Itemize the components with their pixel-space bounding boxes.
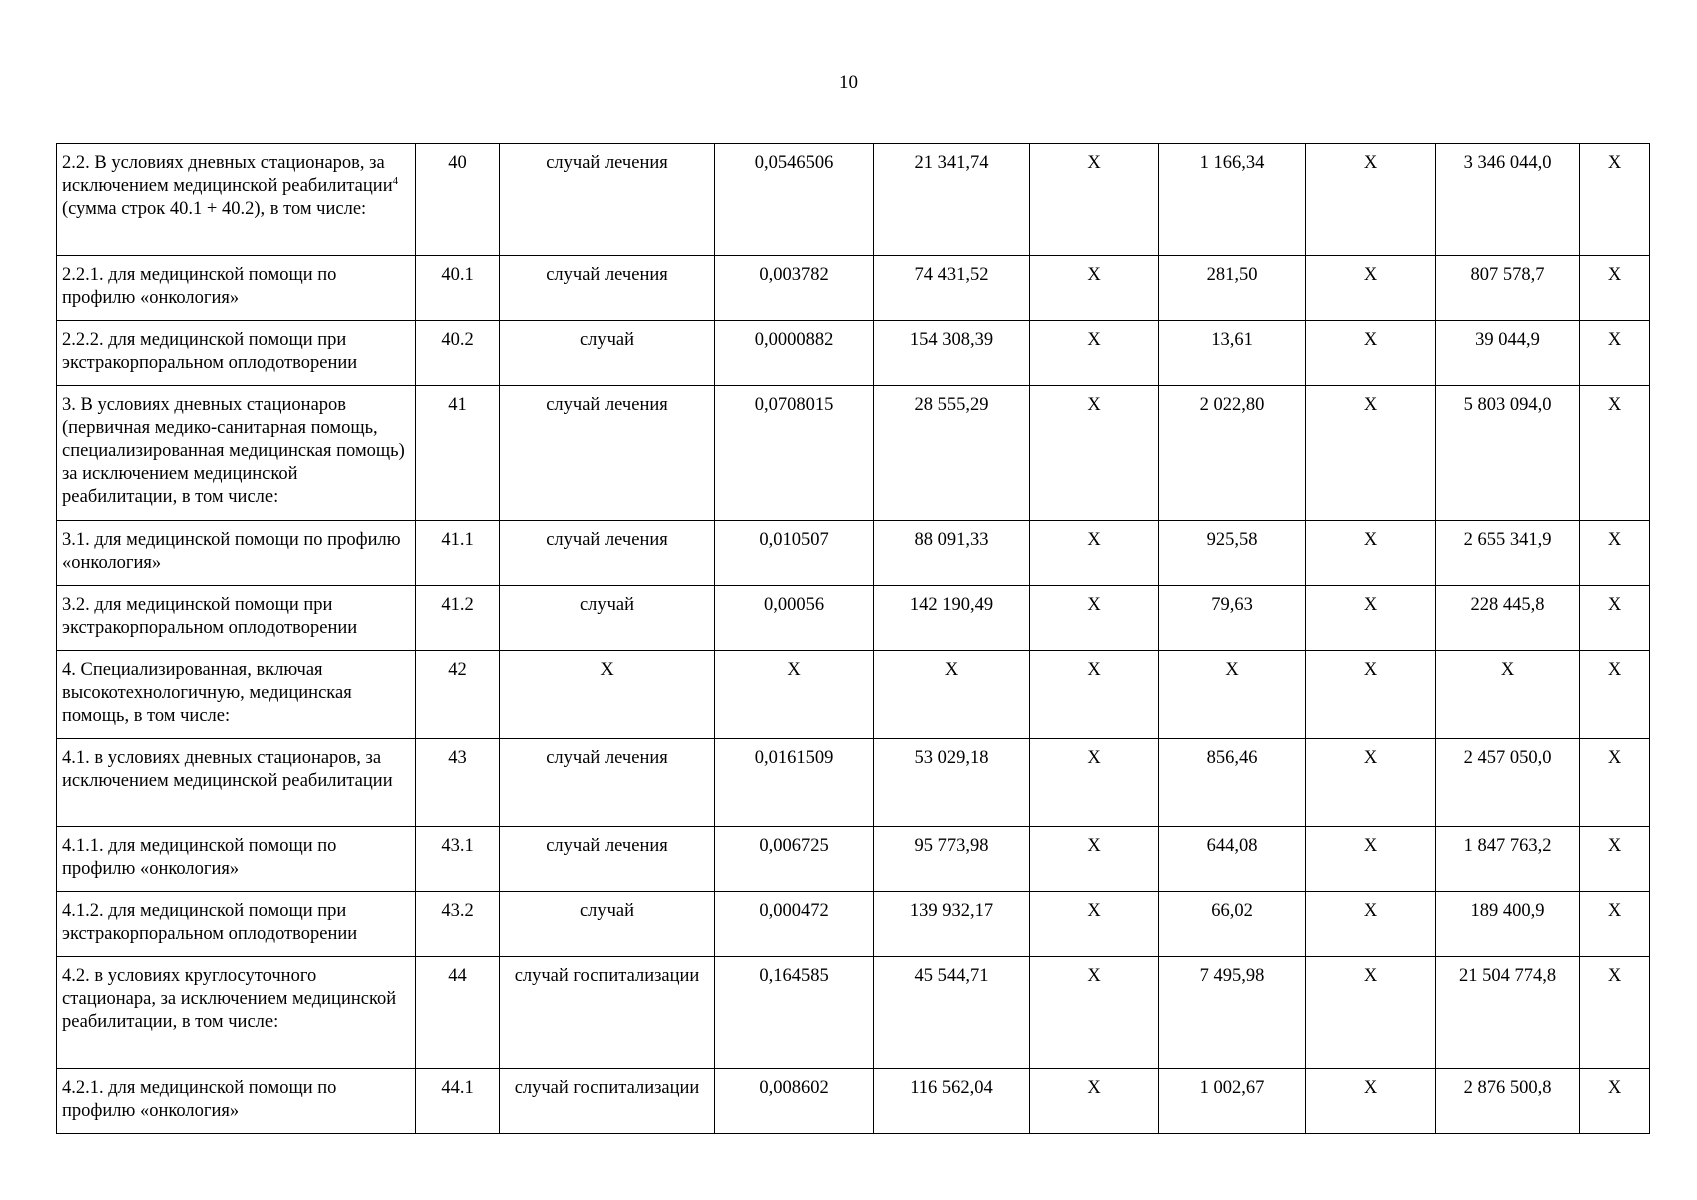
cost-norm-cell: 74 431,52	[874, 256, 1030, 321]
col-x-3-cell: Х	[1580, 586, 1650, 651]
row-name-cell	[57, 586, 416, 651]
table-row	[57, 256, 1650, 321]
table-row	[57, 957, 1650, 1069]
col-x-3-cell: Х	[1580, 739, 1650, 827]
cost-norm-cell: 28 555,29	[874, 386, 1030, 521]
table-row	[57, 586, 1650, 651]
row-name-tail: (сумма строк 40.1 + 40.2), в том числе:	[62, 199, 367, 219]
row-name: 4. Специализированная, включая высокотехнологичную, медицинская помощь, в том числе:	[62, 660, 352, 726]
col-x-2-cell: Х	[1306, 521, 1436, 586]
row-code-cell: 41.2	[416, 586, 500, 651]
page-number: 10	[839, 72, 858, 93]
volume-norm-cell: Х	[715, 651, 874, 739]
col-x-1-cell: Х	[1030, 827, 1159, 892]
col-x-2-cell: Х	[1306, 651, 1436, 739]
cost-norm-cell: 53 029,18	[874, 739, 1030, 827]
unit-cell: случай госпитализации	[500, 1069, 715, 1134]
cost-norm-cell: 142 190,49	[874, 586, 1030, 651]
row-name-cell	[57, 957, 416, 1069]
col-x-3-cell: Х	[1580, 1069, 1650, 1134]
col-x-3-cell: Х	[1580, 386, 1650, 521]
table-row	[57, 144, 1650, 256]
table-row	[57, 321, 1650, 386]
total-cost-cell: 189 400,9	[1436, 892, 1580, 957]
row-code-cell: 41	[416, 386, 500, 521]
row-name: 4.2.1. для медицинской помощи по профилю «онкология»	[62, 1078, 337, 1121]
col-x-3-cell: Х	[1580, 256, 1650, 321]
volume-norm-cell: 0,0546506	[715, 144, 874, 256]
col-x-2-cell: Х	[1306, 827, 1436, 892]
unit-cell: случай лечения	[500, 386, 715, 521]
col-x-1-cell: Х	[1030, 144, 1159, 256]
per-capita-cell: 644,08	[1159, 827, 1306, 892]
total-cost-cell: 807 578,7	[1436, 256, 1580, 321]
row-code-cell: 42	[416, 651, 500, 739]
row-name: 4.1.1. для медицинской помощи по профилю «онкология»	[62, 836, 337, 879]
unit-cell: случай	[500, 321, 715, 386]
row-code-cell: 43.2	[416, 892, 500, 957]
cost-norm-cell: 45 544,71	[874, 957, 1030, 1069]
total-cost-cell: 228 445,8	[1436, 586, 1580, 651]
per-capita-cell: 1 166,34	[1159, 144, 1306, 256]
col-x-3-cell: Х	[1580, 521, 1650, 586]
col-x-1-cell: Х	[1030, 386, 1159, 521]
per-capita-cell: 2 022,80	[1159, 386, 1306, 521]
table-row	[57, 892, 1650, 957]
unit-cell: случай госпитализации	[500, 957, 715, 1069]
total-cost-cell: 3 346 044,0	[1436, 144, 1580, 256]
footnote-marker: 4	[392, 174, 399, 187]
per-capita-cell: 925,58	[1159, 521, 1306, 586]
table-row	[57, 827, 1650, 892]
table-row	[57, 1069, 1650, 1134]
row-code-cell: 40.1	[416, 256, 500, 321]
unit-cell: Х	[500, 651, 715, 739]
col-x-3-cell: Х	[1580, 144, 1650, 256]
per-capita-cell: 79,63	[1159, 586, 1306, 651]
col-x-2-cell: Х	[1306, 586, 1436, 651]
table-row	[57, 521, 1650, 586]
unit-cell: случай лечения	[500, 144, 715, 256]
col-x-1-cell: Х	[1030, 521, 1159, 586]
cost-norm-cell: 154 308,39	[874, 321, 1030, 386]
col-x-1-cell: Х	[1030, 892, 1159, 957]
volume-norm-cell: 0,000472	[715, 892, 874, 957]
col-x-3-cell: Х	[1580, 827, 1650, 892]
volume-norm-cell: 0,0708015	[715, 386, 874, 521]
volume-norm-cell: 0,008602	[715, 1069, 874, 1134]
col-x-2-cell: Х	[1306, 321, 1436, 386]
total-cost-cell: 39 044,9	[1436, 321, 1580, 386]
unit-cell: случай лечения	[500, 827, 715, 892]
col-x-2-cell: Х	[1306, 144, 1436, 256]
unit-cell: случай лечения	[500, 739, 715, 827]
cost-norm-cell: 21 341,74	[874, 144, 1030, 256]
unit-cell: случай лечения	[500, 256, 715, 321]
col-x-2-cell: Х	[1306, 386, 1436, 521]
unit-cell: случай	[500, 892, 715, 957]
total-cost-cell: 2 655 341,9	[1436, 521, 1580, 586]
col-x-1-cell: Х	[1030, 321, 1159, 386]
row-code-cell: 40	[416, 144, 500, 256]
row-name: 2.2. В условиях дневных стационаров, за исключением медицинской реабилитации	[62, 153, 393, 196]
cost-norm-cell: Х	[874, 651, 1030, 739]
row-name-cell	[57, 651, 416, 739]
col-x-1-cell: Х	[1030, 651, 1159, 739]
row-name: 4.1. в условиях дневных стационаров, за исключением медицинской реабилитации	[62, 748, 393, 791]
row-name-cell	[57, 144, 416, 256]
row-name: 3.1. для медицинской помощи по профилю «онкология»	[62, 530, 401, 573]
col-x-2-cell: Х	[1306, 957, 1436, 1069]
row-code-cell: 40.2	[416, 321, 500, 386]
col-x-2-cell: Х	[1306, 1069, 1436, 1134]
total-cost-cell: Х	[1436, 651, 1580, 739]
per-capita-cell: 13,61	[1159, 321, 1306, 386]
per-capita-cell: Х	[1159, 651, 1306, 739]
per-capita-cell: 7 495,98	[1159, 957, 1306, 1069]
row-name: 4.2. в условиях круглосуточного стационара, за исключением медицинской реабилитации, в том числе:	[62, 966, 397, 1032]
volume-norm-cell: 0,0161509	[715, 739, 874, 827]
col-x-1-cell: Х	[1030, 739, 1159, 827]
col-x-1-cell: Х	[1030, 957, 1159, 1069]
table-row	[57, 651, 1650, 739]
total-cost-cell: 2 876 500,8	[1436, 1069, 1580, 1134]
row-name: 2.2.2. для медицинской помощи при экстракорпоральном оплодотворении	[62, 330, 358, 373]
col-x-2-cell: Х	[1306, 892, 1436, 957]
total-cost-cell: 1 847 763,2	[1436, 827, 1580, 892]
col-x-1-cell: Х	[1030, 586, 1159, 651]
cost-norm-cell: 95 773,98	[874, 827, 1030, 892]
unit-cell: случай лечения	[500, 521, 715, 586]
table-row	[57, 739, 1650, 827]
col-x-3-cell: Х	[1580, 651, 1650, 739]
col-x-3-cell: Х	[1580, 892, 1650, 957]
row-name: 4.1.2. для медицинской помощи при экстракорпоральном оплодотворении	[62, 901, 358, 944]
per-capita-cell: 1 002,67	[1159, 1069, 1306, 1134]
cost-norm-cell: 116 562,04	[874, 1069, 1030, 1134]
row-name: 2.2.1. для медицинской помощи по профилю «онкология»	[62, 265, 337, 308]
volume-norm-cell: 0,00056	[715, 586, 874, 651]
row-code-cell: 44	[416, 957, 500, 1069]
total-cost-cell: 21 504 774,8	[1436, 957, 1580, 1069]
row-code-cell: 43.1	[416, 827, 500, 892]
per-capita-cell: 281,50	[1159, 256, 1306, 321]
total-cost-cell: 2 457 050,0	[1436, 739, 1580, 827]
row-name-cell	[57, 521, 416, 586]
row-name-cell	[57, 892, 416, 957]
row-name: 3.2. для медицинской помощи при экстракорпоральном оплодотворении	[62, 595, 358, 638]
volume-norm-cell: 0,0000882	[715, 321, 874, 386]
col-x-3-cell: Х	[1580, 957, 1650, 1069]
total-cost-cell: 5 803 094,0	[1436, 386, 1580, 521]
volume-norm-cell: 0,164585	[715, 957, 874, 1069]
row-name-cell	[57, 256, 416, 321]
unit-cell: случай	[500, 586, 715, 651]
row-name-cell	[57, 1069, 416, 1134]
col-x-3-cell: Х	[1580, 321, 1650, 386]
col-x-2-cell: Х	[1306, 739, 1436, 827]
row-code-cell: 41.1	[416, 521, 500, 586]
row-name-cell	[57, 386, 416, 521]
cost-norm-cell: 139 932,17	[874, 892, 1030, 957]
row-name-cell	[57, 321, 416, 386]
row-code-cell: 44.1	[416, 1069, 500, 1134]
row-name-cell	[57, 827, 416, 892]
cost-norm-cell: 88 091,33	[874, 521, 1030, 586]
row-name: 3. В условиях дневных стационаров (первичная медико-санитарная помощь, специализированная медицинская помощь) за исключением медицинской реабилитации, в том числе:	[62, 395, 405, 507]
volume-norm-cell: 0,006725	[715, 827, 874, 892]
data-table	[56, 143, 1650, 1134]
volume-norm-cell: 0,003782	[715, 256, 874, 321]
row-name-cell	[57, 739, 416, 827]
col-x-1-cell: Х	[1030, 1069, 1159, 1134]
per-capita-cell: 66,02	[1159, 892, 1306, 957]
col-x-1-cell: Х	[1030, 256, 1159, 321]
table-row	[57, 386, 1650, 521]
row-code-cell: 43	[416, 739, 500, 827]
per-capita-cell: 856,46	[1159, 739, 1306, 827]
col-x-2-cell: Х	[1306, 256, 1436, 321]
volume-norm-cell: 0,010507	[715, 521, 874, 586]
table-body	[57, 144, 1650, 1134]
